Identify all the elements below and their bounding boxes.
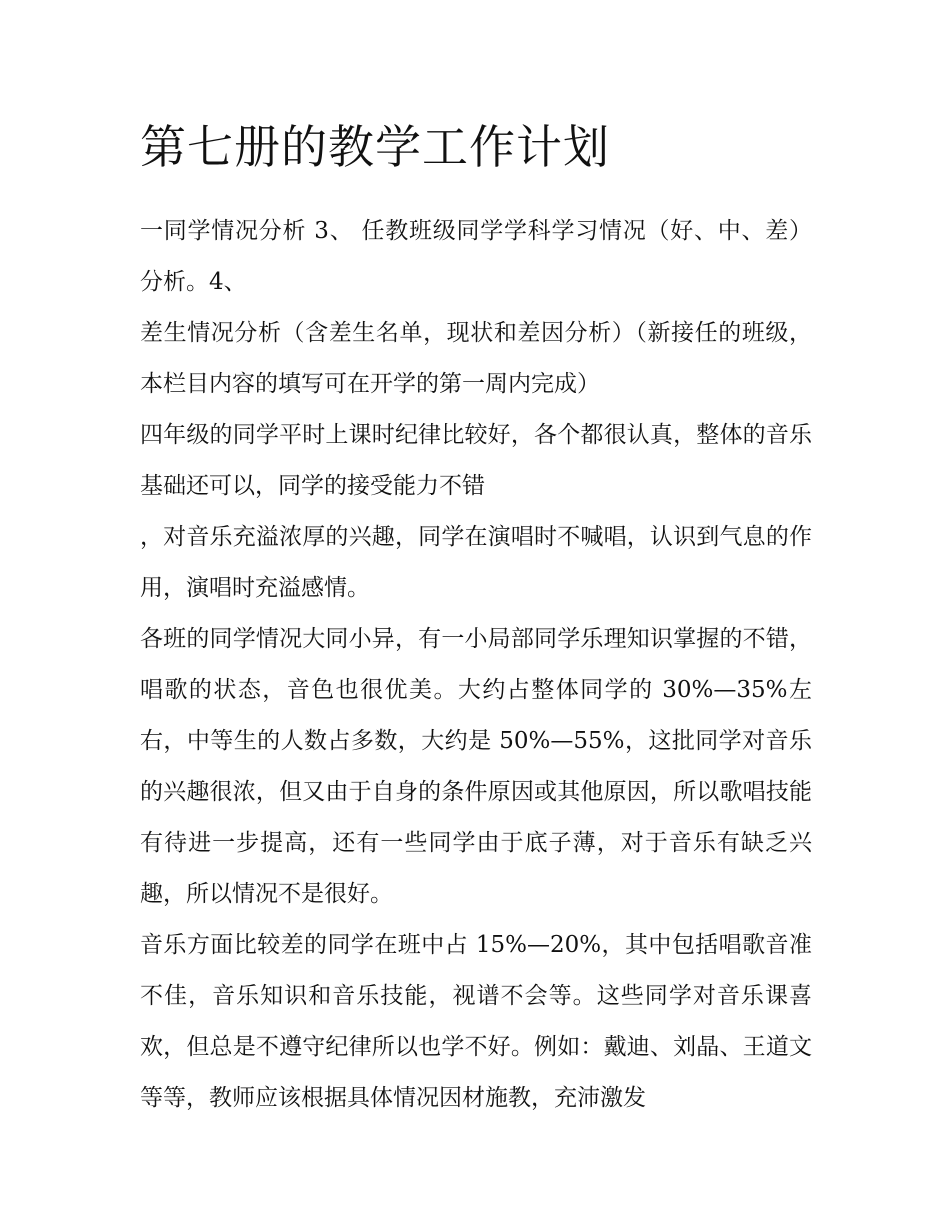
paragraph-4: ，对音乐充溢浓厚的兴趣，同学在演唱时不喊唱，认识到气息的作用，演唱时充溢感情。 — [140, 524, 812, 601]
paragraph-2: 差生情况分析（含差生名单，现状和差因分析）（新接任的班级，本栏目内容的填写可在开学的第一周内完成） — [140, 320, 812, 397]
paragraph-6: 音乐方面比较差的同学在班中占 15%—20%，其中包括唱歌音准不佳，音乐知识和音乐技能，视谱不会等。这些同学对音乐课喜欢，但总是不遵守纪律所以也学不好。例如：戴迪、刘晶、王道文等等，教师应该根据具体情况因材施教，充沛激发 — [140, 932, 812, 1111]
paragraph-1: 一同学情况分析 3、 任教班级同学学科学习情况（好、中、差）分析。4、 — [140, 218, 812, 295]
document-body — [140, 116, 812, 1124]
paragraph-5: 各班的同学情况大同小异，有一小局部同学乐理知识掌握的不错，唱歌的状态，音色也很优美。大约占整体同学的 30%—35%左右，中等生的人数占多数，大约是 50%—55%，这批同学对音乐的兴趣很浓，但又由于自身的条件原因或其他原因，所以歌唱技能有待进一步提高，还有一些同学由于底子薄，对于音乐有缺乏兴趣，所以情况不是很好。 — [140, 626, 812, 907]
page-title: 第七册的教学工作计划 — [140, 120, 610, 174]
paragraph-list — [140, 206, 812, 1124]
paragraph-3: 四年级的同学平时上课时纪律比较好，各个都很认真，整体的音乐基础还可以，同学的接受能力不错 — [140, 422, 812, 499]
